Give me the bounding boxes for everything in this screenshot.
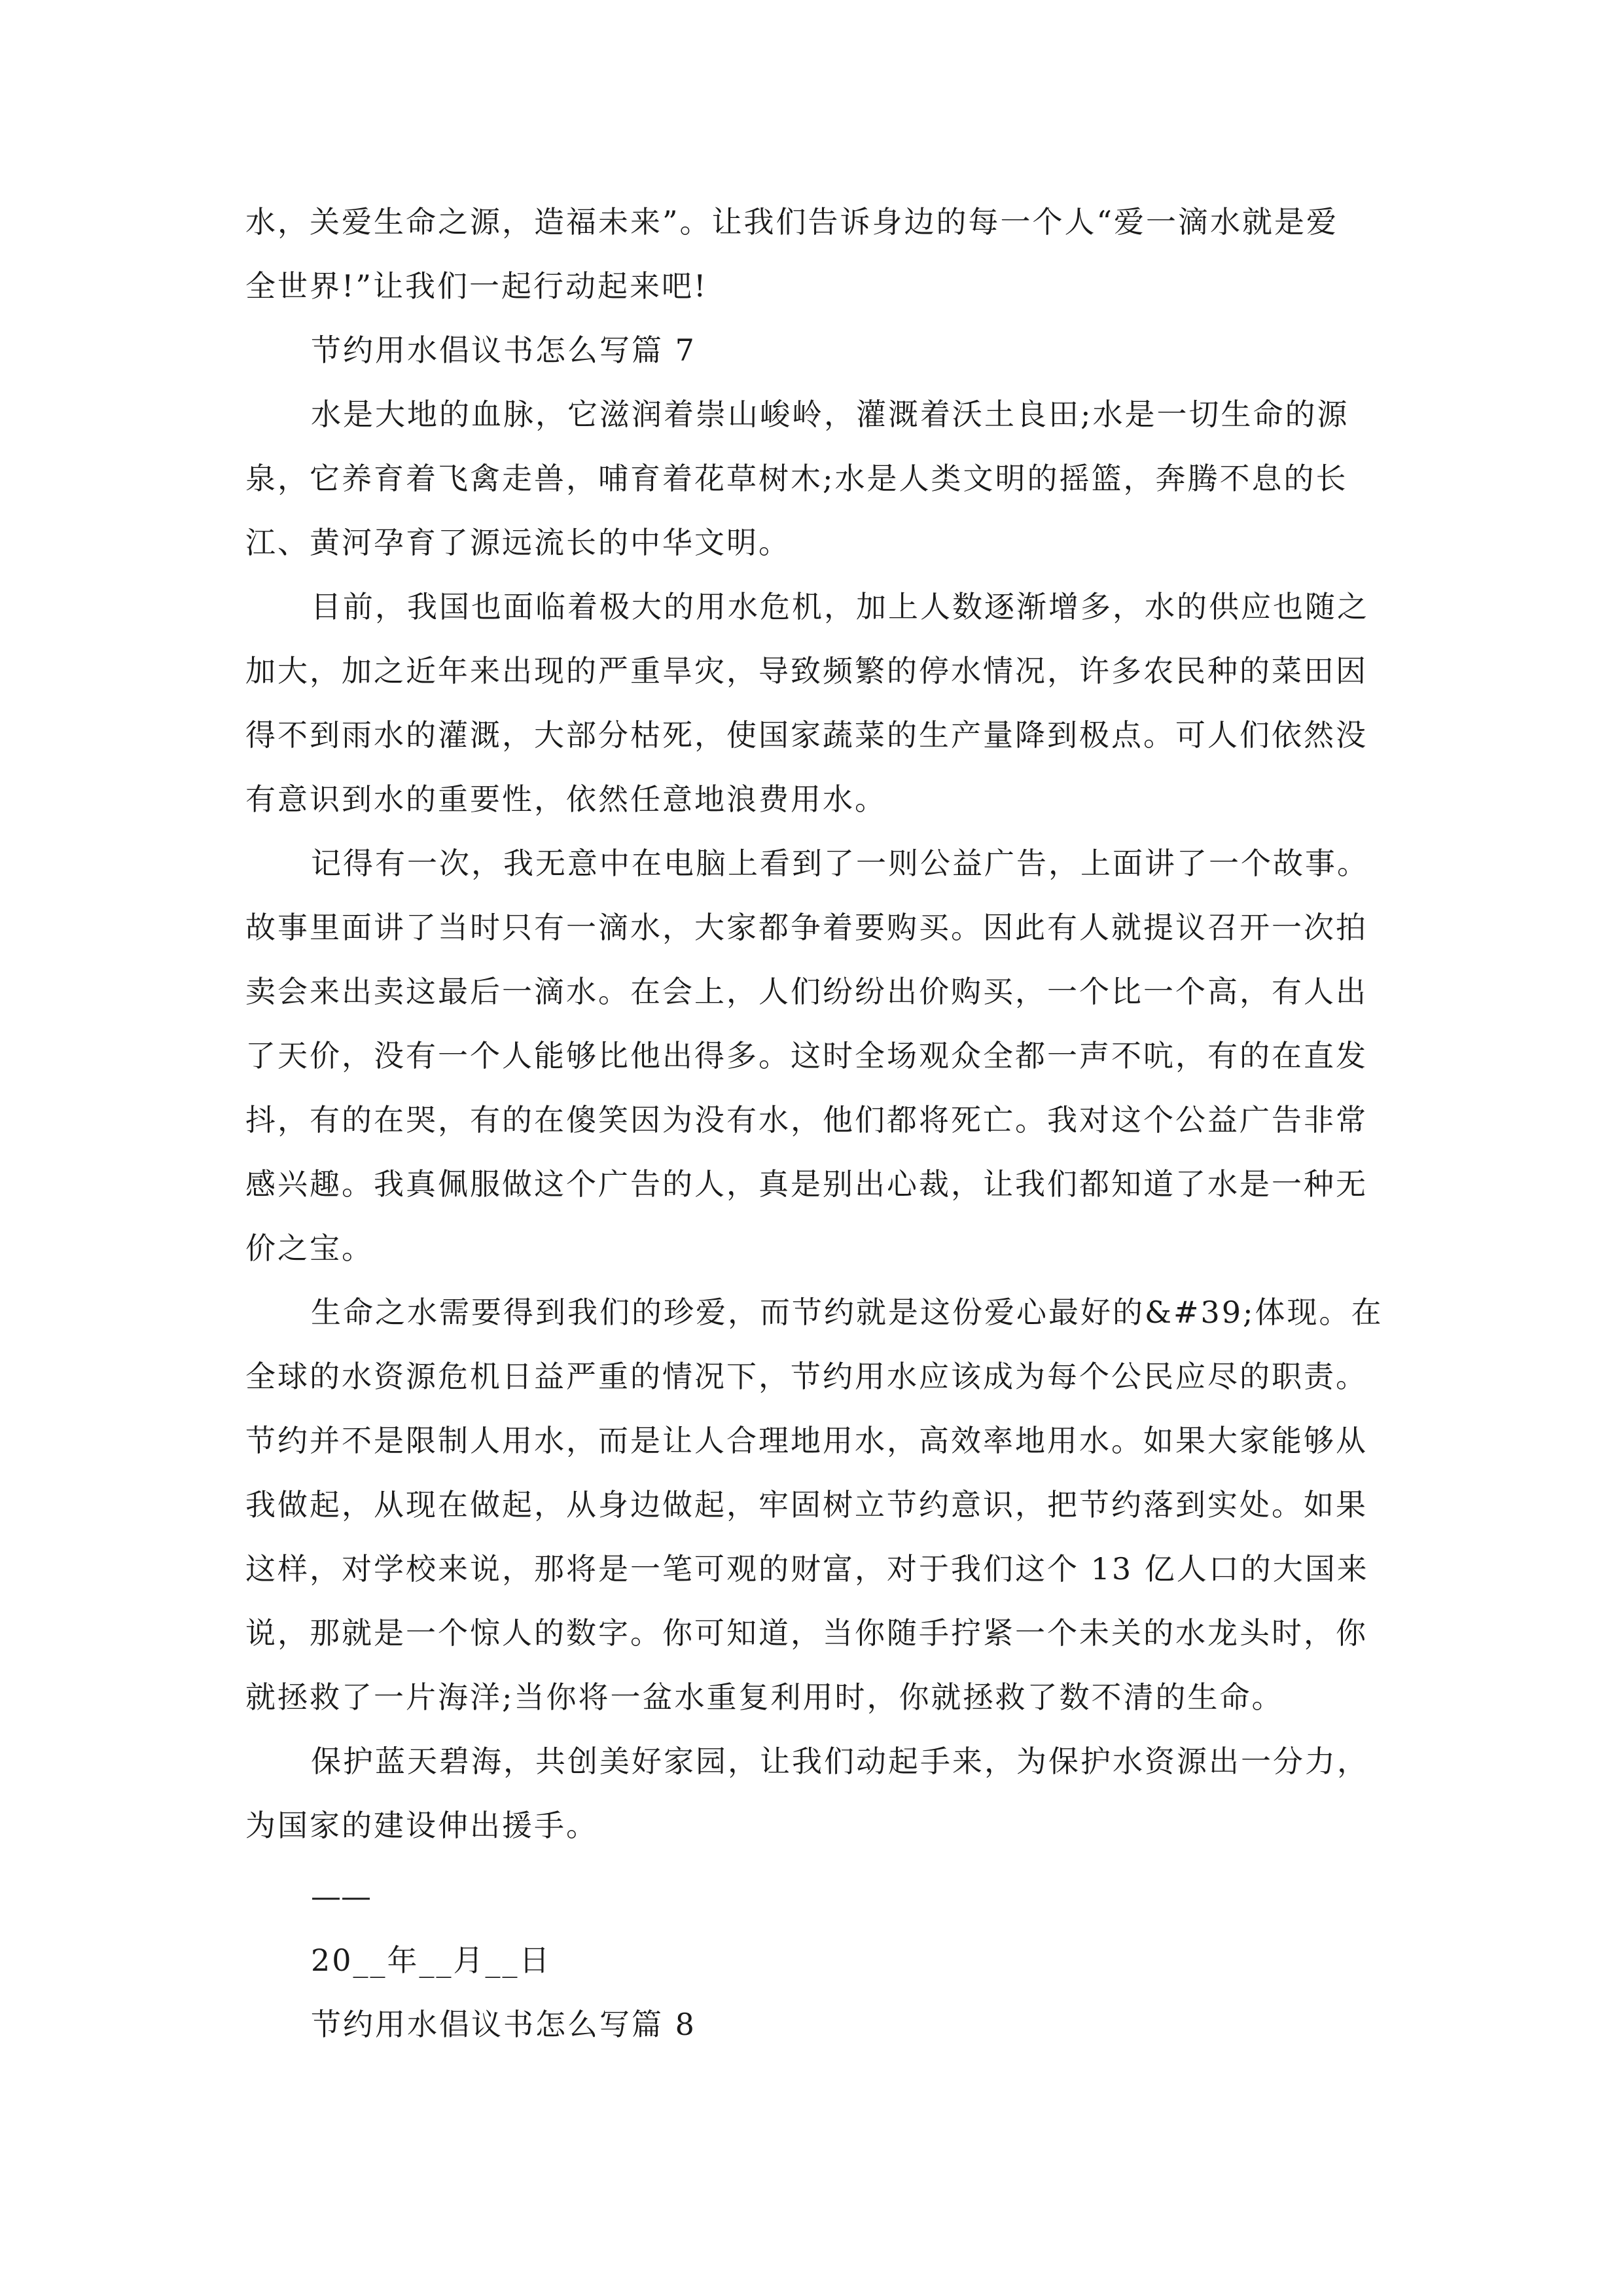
paragraph-line: 水是大地的血脉，它滋润着崇山峻岭，灌溉着沃土良田;水是一切生命的源	[311, 397, 1349, 432]
paragraph-line: 卖会来出卖这最后一滴水。在会上，人们纷纷出价购买，一个比一个高，有人出	[245, 974, 1368, 1009]
paragraph-line: 我做起，从现在做起，从身边做起，牢固树立节约意识，把节约落到实处。如果	[245, 1487, 1368, 1522]
paragraph-line: 了天价，没有一个人能够比他出得多。这时全场观众全都一声不吭，有的在直发	[245, 1038, 1368, 1073]
paragraph-line: 泉，它养育着飞禽走兽，哺育着花草树木;水是人类文明的摇篮，奔腾不息的长	[245, 461, 1348, 496]
paragraph-line: 节约并不是限制人用水，而是让人合理地用水，高效率地用水。如果大家能够从	[245, 1423, 1368, 1458]
paragraph-line: 得不到雨水的灌溉，大部分枯死，使国家蔬菜的生产量降到极点。可人们依然没	[245, 717, 1368, 753]
section-heading-8: 节约用水倡议书怎么写篇 8	[311, 2007, 696, 2042]
document-body	[245, 190, 1384, 2056]
paragraph-line: 感兴趣。我真佩服做这个广告的人，真是别出心裁，让我们都知道了水是一种无	[245, 1166, 1368, 1202]
paragraph-line: 江、黄河孕育了源远流长的中华文明。	[245, 525, 791, 560]
paragraph-line: 抖，有的在哭，有的在傻笑因为没有水，他们都将死亡。我对这个公益广告非常	[245, 1102, 1368, 1138]
paragraph-line: 全世界!”让我们一起行动起来吧!	[245, 268, 708, 304]
paragraph-line: 有意识到水的重要性，依然任意地浪费用水。	[245, 781, 887, 817]
paragraph-line: 为国家的建设伸出援手。	[245, 1808, 598, 1843]
paragraph-line: 生命之水需要得到我们的珍爱，而节约就是这份爱心最好的&#39;体现。在	[311, 1295, 1383, 1330]
paragraph-line: 记得有一次，我无意中在电脑上看到了一则公益广告，上面讲了一个故事。	[311, 846, 1369, 881]
paragraph-line: 加大，加之近年来出现的严重旱灾，导致频繁的停水情况，许多农民种的菜田因	[245, 653, 1368, 689]
paragraph-line: 水，关爱生命之源，造福未来”。让我们告诉身边的每一个人“爱一滴水就是爱	[245, 204, 1339, 240]
paragraph-line: 目前，我国也面临着极大的用水危机，加上人数逐渐增多，水的供应也随之	[311, 589, 1369, 624]
paragraph-line: 说，那就是一个惊人的数字。你可知道，当你随手拧紧一个未关的水龙头时，你	[245, 1615, 1368, 1651]
paragraph-line: 这样，对学校来说，那将是一笔可观的财富，对于我们这个 13 亿人口的大国来	[245, 1551, 1369, 1587]
paragraph-line: 全球的水资源危机日益严重的情况下，节约用水应该成为每个公民应尽的职责。	[245, 1359, 1368, 1394]
paragraph-line: 价之宝。	[245, 1230, 374, 1266]
paragraph-line: 保护蓝天碧海，共创美好家园，让我们动起手来，为保护水资源出一分力，	[311, 1744, 1369, 1779]
signature-dash: ——	[311, 1878, 371, 1914]
paragraph-line: 就拯救了一片海洋;当你将一盆水重复利用时，你就拯救了数不清的生命。	[245, 1679, 1284, 1715]
section-heading-7: 节约用水倡议书怎么写篇 7	[311, 332, 696, 368]
paragraph-line: 故事里面讲了当时只有一滴水，大家都争着要购买。因此有人就提议召开一次拍	[245, 910, 1368, 945]
date-line: 20__年__月__日	[311, 1943, 552, 1978]
